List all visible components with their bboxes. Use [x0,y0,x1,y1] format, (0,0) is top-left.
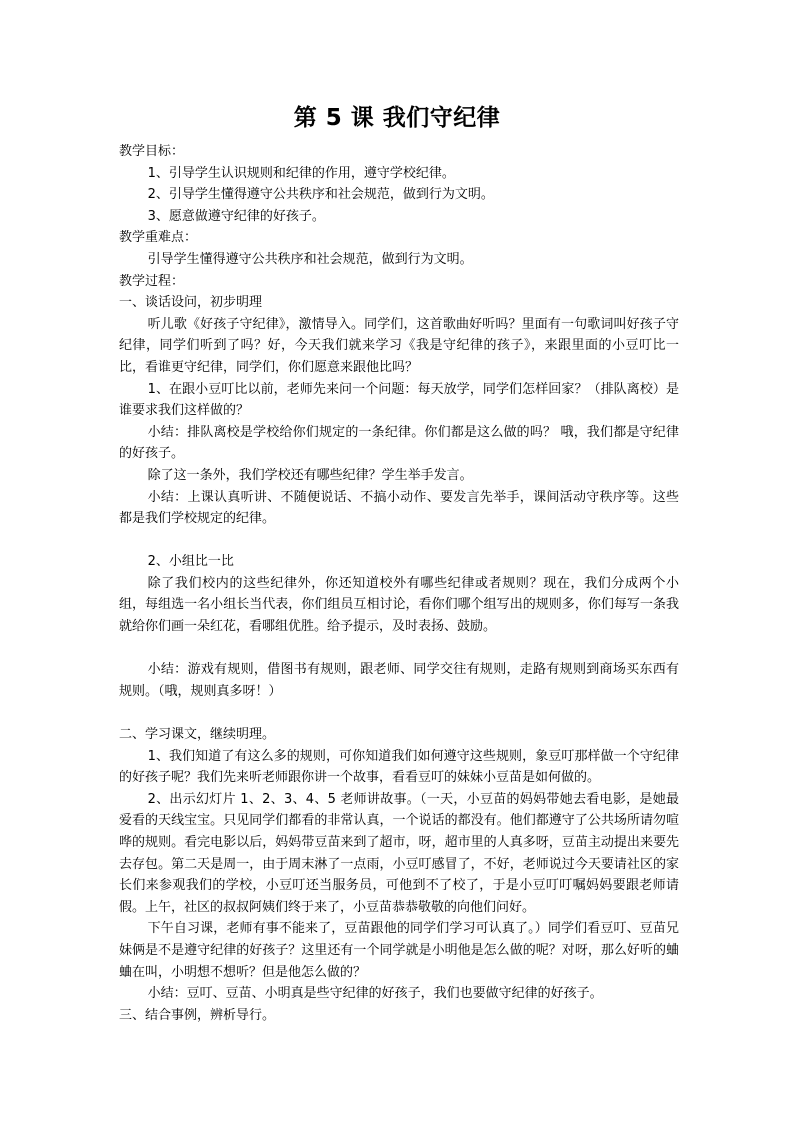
goal-item: 3、愿意做遵守纪律的好孩子。 [147,208,325,224]
paragraph: 1、我们知道了有这么多的规则，可你知道我们如何遵守这些规则，象豆叮那样做一个守纪律的好孩子呢？我们先来听老师跟你讲一个故事，看看豆叮的妹妹小豆苗是如何做的。 [119,748,679,786]
paragraph: 听儿歌《好孩子守纪律》，激情导入。同学们，这首歌曲好听吗？里面有一句歌词叫好孩子守纪律，同学们听到了吗？好，今天我们就来学习《我是守纪律的孩子》，来跟里面的小豆叮比一比，看谁更守纪律，同学们，你们愿意来跟他比吗？ [119,316,679,375]
summary-paragraph: 小结：上课认真听讲、不随便说话、不搞小动作、要发言先举手，课间活动守秩序等。这些都是我们学校规定的纪律。 [119,489,679,527]
summary-paragraph: 小结：豆叮、豆苗、小明真是些守纪律的好孩子，我们也要做守纪律的好孩子。 [147,986,603,1002]
part-one-heading: 一、谈话设问，初步明理 [119,295,263,311]
section-heading-goals: 教学目标： [119,144,185,159]
lesson-title: 第 5 课 我们守纪律 [293,105,501,131]
blank-line [119,530,679,552]
section-heading-process: 教学过程： [119,273,185,289]
blank-line [119,702,679,724]
paragraph: 1、在跟小豆叮比以前，老师先来问一个问题：每天放学，同学们怎样回家？（排队离校）是谁要求我们这样做的？ [119,381,679,419]
keypoint-text: 引导学生懂得遵守公共秩序和社会规范，做到行为文明。 [147,251,473,267]
goal-item: 1、引导学生认识规则和纪律的作用，遵守学校纪律。 [147,165,455,181]
story-paragraph: 2、出示幻灯片 1、2、3、4、5 老师讲故事。（一天，小豆苗的妈妈带她去看电影，是她最爱看的天线宝宝。只见同学们都看的非常认真，一个说话的都没有。他们都遵守了公共场所请勿喧哗的规则。看完电影以后，妈妈带豆苗来到了超市，呀，超市里的人真多呀，豆苗主动提出来要先去存包。第二天是周一，由于周末淋了一点雨，小豆叮感冒了，不好，老师说过今天要请社区的家长们来参观我们的学校，小豆叮还当服务员，可他到不了校了，于是小豆叮叮嘱妈妈要跟老师请假。上午，社区的叔叔阿姨们终于来了，小豆苗恭恭敬敬的向他们问好。 [119,791,679,915]
section-heading-keypoints: 教学重难点： [119,230,198,246]
sub-heading-group-compare: 2、小组比一比 [147,554,234,570]
goal-item: 2、引导学生懂得遵守公共秩序和社会规范，做到行为文明。 [147,187,494,203]
blank-line [119,638,679,660]
part-three-heading: 三、结合事例，辨析导行。 [119,1007,276,1023]
paragraph: 除了我们校内的这些纪律外，你还知道校外有哪些纪律或者规则？现在，我们分成两个小组，每组选一名小组长当代表，你们组员互相讨论，看你们哪个组写出的规则多，你们每写一条我就给你们画一朵红花，看哪组优胜。给予提示，及时表扬、鼓励。 [119,575,679,635]
part-two-heading: 二、学习课文，继续明理。 [119,727,276,743]
summary-paragraph: 小结：游戏有规则，借图书有规则，跟老师、同学交往有规则，走路有规则到商场买东西有规则。（哦，规则真多呀！） [119,662,679,699]
paragraph: 除了这一条外，我们学校还有哪些纪律？学生举手发言。 [147,467,473,483]
document-body [119,141,679,1026]
summary-paragraph: 小结：排队离校是学校给你们规定的一条纪律。你们都是这么做的吗？ 哦，我们都是守纪律的好孩子。 [119,424,679,462]
paragraph: 下午自习课，老师有事不能来了，豆苗跟他的同学们学习可认真了。）同学们看豆叮、豆苗兄妹俩是不是遵守纪律的好孩子？这里还有一个同学就是小明他是怎么做的呢？对呀，那么好听的蛐蛐在叫，小明想不想听？但是他怎么做的？ [119,921,679,980]
